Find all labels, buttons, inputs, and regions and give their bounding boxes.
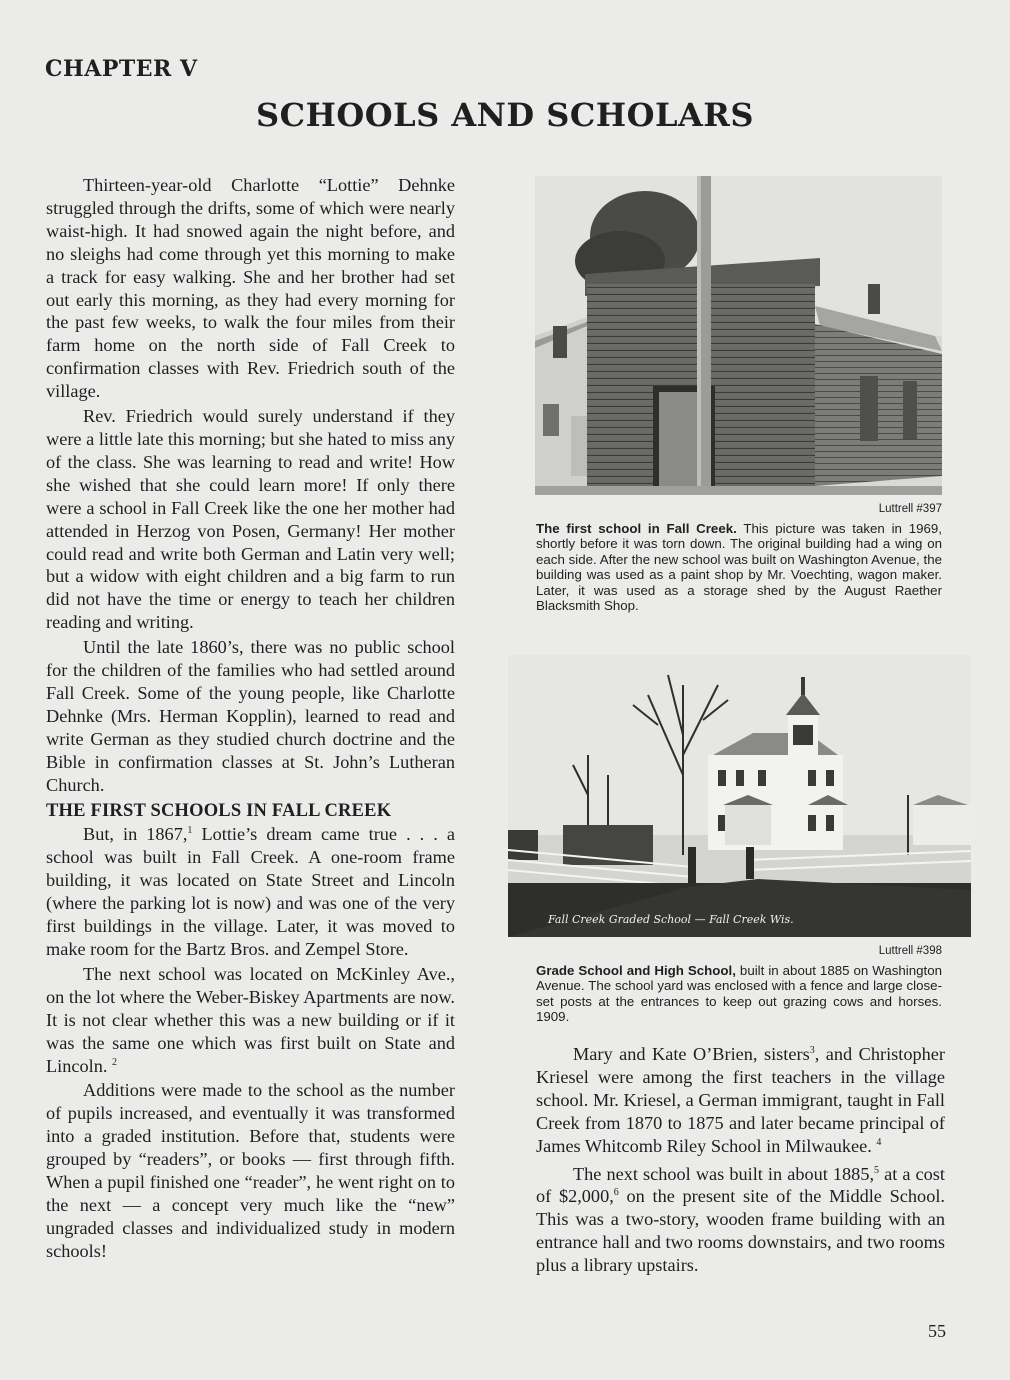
photo-caption — [536, 521, 942, 613]
paragraph — [46, 963, 455, 1078]
footnote-ref: 5 — [874, 1164, 880, 1176]
paragraph-text: Lottie’s dream came true . . . a school was built in Fall Creek. A one-room frame building, it was located on State Street and Lincoln (where the parking lot is now) and was one of the very first buildings in the village. Later, it was moved to make room for the Bartz Bros. and Zempel Store. — [46, 824, 455, 959]
photo-credit: Luttrell #397 — [878, 503, 942, 515]
left-column — [46, 174, 455, 1263]
caption-title: The first school in Fall Creek. — [536, 521, 737, 536]
photo-first-school — [535, 176, 942, 495]
paragraph: Thirteen-year-old Charlotte “Lottie” Dehnke struggled through the drifts, some of which were nearly waist-high. It had snowed again the night before, and no sleighs had come through yet this morning to make a track for easy walking. She and her brother had set out early this morning, as they had every morning for the past few weeks, to walk the four miles from their farm home on the north side of Fall Creek to confirmation classes with Rev. Friedrich south of the village. — [46, 175, 455, 402]
footnote-ref: 2 — [112, 1056, 118, 1068]
photo-caption — [536, 963, 942, 1025]
paragraph-text: on the present site of the Middle School. This was a two-story, wooden frame building with an entrance hall and two rooms downstairs, and two rooms plus a library upstairs. — [536, 1186, 945, 1276]
paragraph-text: But, in 1867, — [83, 824, 188, 845]
caption-text: built in about 1885 on Washington Avenue. The school yard was enclosed with a fence and large close-set posts at the entrances to keep out grazing cows and horses. 1909. — [536, 963, 943, 1025]
right-column — [536, 1043, 945, 1277]
page-number: 55 — [928, 1321, 946, 1341]
photo-credit: Luttrell #398 — [878, 945, 942, 957]
footnote-ref: 4 — [876, 1136, 882, 1148]
chapter-label: CHAPTER V — [45, 56, 198, 82]
footnote-ref: 6 — [613, 1187, 619, 1199]
photo-inscription: Fall Creek Graded School — Fall Creek Wis. — [548, 913, 794, 926]
paragraph-text: The next school was located on McKinley Ave., on the lot where the Weber-Biskey Apartments are now. It is not clear whether this was a new building or if it was the same one which was first built on State and Lincoln. — [46, 963, 455, 1076]
paragraph — [536, 1043, 945, 1158]
paragraph — [46, 823, 455, 960]
paragraph-text: , and Christopher Kriesel were among the first teachers in the village school. Mr. Kriesel, a German immigrant, taught in Fall Creek from 1870 to 1875 and later became principal of James Whitcomb Riley School in Milwaukee. — [536, 1044, 945, 1156]
paragraph-text: at a cost of $2,000, — [536, 1163, 945, 1207]
paragraph: Additions were made to the school as the number of pupils increased, and eventually it was transformed into a graded institution. Before that, students were grouped by “readers”, or books — first through fifth. When a pupil finished one “reader”, he went right on to the next — a concept very much like the “new” ungraded classes and individualized study in modern schools! — [46, 1080, 455, 1261]
paragraph-text: The next school was built in about 1885, — [573, 1163, 875, 1184]
footnote-ref: 1 — [187, 825, 193, 837]
first-school-image — [535, 176, 942, 495]
footnote-ref: 3 — [809, 1044, 815, 1056]
section-heading: THE FIRST SCHOOLS IN FALL CREEK — [46, 801, 392, 822]
paragraph: Rev. Friedrich would surely understand if they were a little late this morning; but she hated to miss any of the class. She was learning to read and write! How she wished that she could learn more! If only there were a school in Fall Creek like the one her mother had attended in Herzog von Posen, Germany! Her mother could read and write both German and Latin very well; but a widow with eight children and a big farm to run did not have the time or energy to teach her children reading and writing. — [46, 406, 455, 633]
caption-text: This picture was taken in 1969, shortly before it was torn down. The original building had a wing on each side. After the new school was built on Washington Avenue, the building was used as a paint shop by Mr. Voechting, wagon maker. Later, it was used as a storage shed by the August Raether Blacksmith Shop. — [536, 521, 942, 614]
page-title: SCHOOLS AND SCHOLARS — [256, 96, 754, 134]
paragraph — [536, 1163, 945, 1278]
paragraph: Until the late 1860’s, there was no public school for the children of the families who had settled around Fall Creek. Some of the young people, like Charlotte Dehnke (Mrs. Herman Kopplin), learned to read and write German as they studied church doctrine and the Bible in confirmation classes at St. John’s Lutheran Church. — [46, 637, 455, 795]
photo-graded-school — [508, 655, 971, 937]
caption-title: Grade School and High School, — [536, 963, 736, 978]
paragraph-text: Mary and Kate O’Brien, sisters — [573, 1044, 810, 1064]
graded-school-image — [508, 655, 971, 937]
